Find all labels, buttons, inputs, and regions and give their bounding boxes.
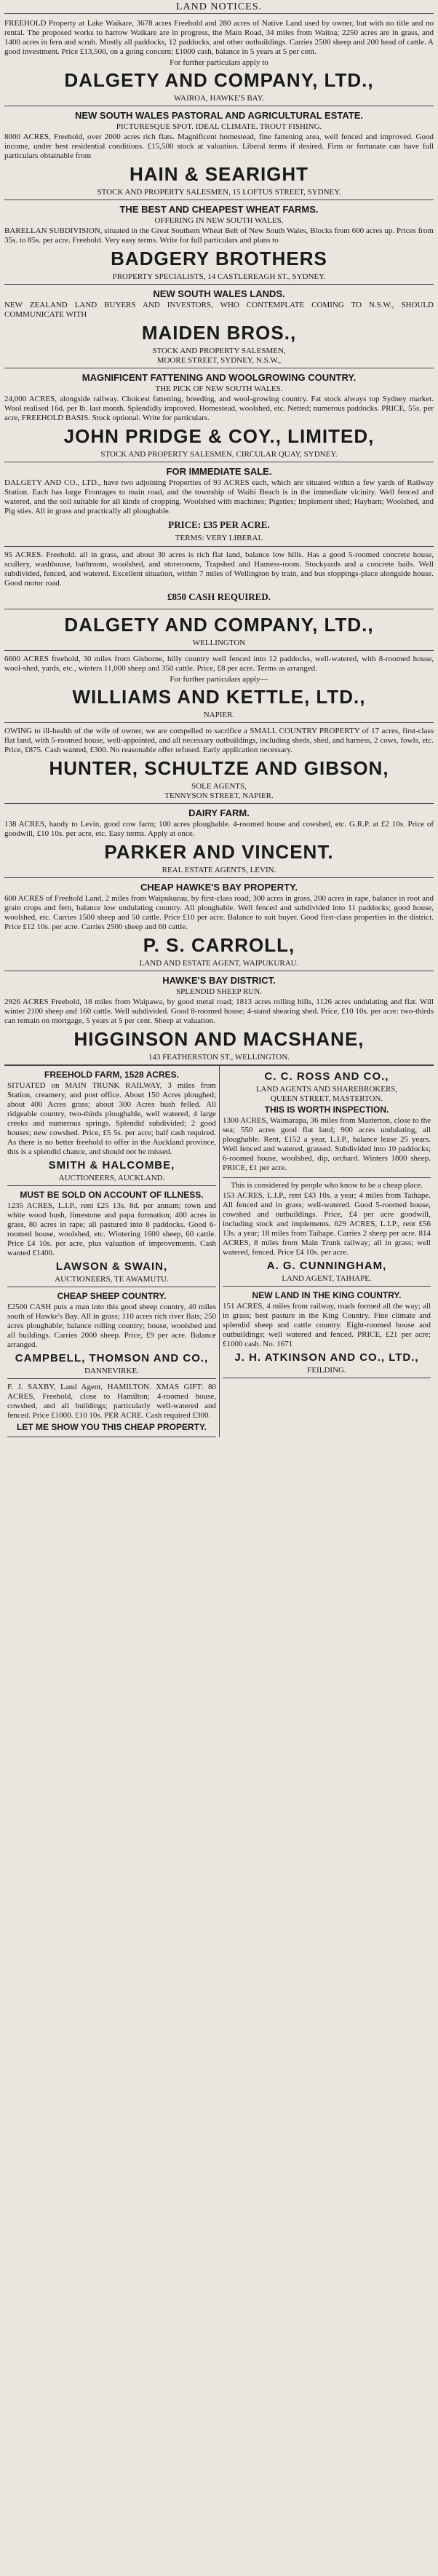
advertiser-address: STOCK AND PROPERTY SALESMEN, CIRCULAR QUAY, SYDNEY. (100, 450, 338, 459)
ad-body: 8000 ACRES, Freehold, over 2000 acres rich flats. Magnificent homestead, fine fattening area, well fenced and improved. Good income, under best residential conditions. £15,500 stock at valuation. Liberal terms if desired. Firm or fortunate can have full particulars obtainable from (4, 133, 434, 160)
ad-body: £2500 CASH puts a man into this good sheep country, 40 miles south of Hawke's Bay. All in grass; 110 acres rich river flats; 250 acres ploughable; balance rolling country; house, woolshed and all buildings. Carries 2000 sheep. Price, £9 per acre. Balance arranged. (7, 1303, 216, 1349)
ad-title: HAWKE'S BAY DISTRICT. (162, 975, 276, 986)
advertiser-trade: STOCK AND PROPERTY SALESMEN, (152, 347, 286, 355)
advertiser-name: JOHN PRIDGE & COY., LIMITED, (63, 425, 375, 447)
ad-body: 153 ACRES, L.I.P., rent £43 10s. a year; 4 miles from Taihape. All fenced and in grass; well-watered. Good 5-roomed house, cowshed and outbuildings. Price, £4 per acre goodwill, including stock and implements. 629 ACRES, L.I.P., rent £56 13s. a year; 18 miles from Taihape. Carries 2 sheep per acre. 814 ACRES, 8 miles from Main Trunk railway; all in grass; well watered, fenced. Price £4 10s. per acre. (223, 1191, 431, 1257)
ad-immediate-sale (4, 462, 434, 547)
ad-saxby (7, 1379, 216, 1437)
ad-lake-waikare (4, 15, 434, 106)
ad-title: MAGNIFICENT FATTENING AND WOOLGROWING COUNTRY. (81, 372, 357, 383)
ad-body: 151 ACRES, 4 miles from railway, roads formed all the way; all in grass; best pasture in the King Country. Fine climate and splendid sheep and cattle country. Eight-roomed house and outbuildings; well watered and fenced. PRICE, £21 per acre; £1000 cash. No. 1671 (223, 1302, 431, 1348)
ad-body: 24,000 ACRES, alongside railway. Choicest fattening, breeding, and wool-growing country. Fat stock always top Sydney market. Wool realised 16d. per lb. last month. Splendidly improved. Homestead, woolshed, etc. Netted; numerous paddocks. PRICE, 55s. per acre, FREEHOLD BASIS. Stock optional. Write for particulars. (4, 395, 434, 422)
ad-nsw-estate (4, 106, 434, 200)
advertiser-address: PROPERTY SPECIALISTS, 14 CASTLEREAGH ST., SYDNEY. (112, 272, 326, 281)
left-column (4, 1066, 219, 1437)
ad-small-country-property (4, 723, 434, 804)
ad-body: 2926 ACRES Freehold, 18 miles from Waipawa, by good metal road; 1813 acres rolling hills, 1126 acres undulating and flat. Will winter 2100 sheep and 160 cattle. Well subdivided. Good 8-roomed house; 4-stand shearing shed. Price, £10 10s. per acre: two-thirds can remain on mortgage, 5 years at 5 per cent. Sheep at valuation. (4, 997, 434, 1025)
ad-subtitle: THE PICK OF NEW SOUTH WALES. (155, 384, 283, 393)
ad-title: NEW SOUTH WALES PASTORAL AND AGRICULTURAL ESTATE. (74, 110, 364, 121)
ad-sheep-run (4, 971, 434, 1065)
ad-subtitle: PICTURESQUE SPOT. IDEAL CLIMATE. TROUT FISHING. (116, 122, 322, 131)
advertiser-address: WAIROA, HAWKE'S BAY. (174, 94, 264, 103)
advertiser-name: HUNTER, SCHULTZE AND GIBSON, (49, 757, 389, 779)
ad-title: DAIRY FARM. (188, 807, 250, 818)
advertiser-name: LAWSON & SWAIN, (55, 1260, 168, 1273)
ad-dairy-farm (4, 804, 434, 878)
advertiser-address: AUCTIONEERS, TE AWAMUTU. (55, 1275, 169, 1284)
ad-body: OWING to ill-health of the wife of owner, we are compelled to sacrifice a SMALL COUNTRY PROPERTY of 17 acres, first-class flat land, with 5-roomed house, well-appointed, and all necessary outbuildings, including sheds, shed, and harness, 2 cows, fowls, etc. Price, £875. Cash wanted, £300. No reasonable offer refused. Early application necessary. (4, 727, 434, 754)
advertiser-role: SOLE AGENTS, (191, 782, 247, 791)
ad-illness-sale (7, 1186, 216, 1287)
ad-body: DALGETY AND CO., LTD., have two adjoining Properties of 93 ACRES each, which are situated within a few yards of Railway Station. Each has large Frontages to main road, and the township of Waihi Beach is in the immediate vicinity. Well fenced and watered, and the soil suitable for all kinds of cropping. Woolshed with machines; Pigsties; Implement shed; Haybarn; Woolshed, and Pig sties. All in grass and practically all ploughable. (4, 478, 434, 515)
advertiser-address: WELLINGTON (192, 639, 246, 647)
ad-closing-line: LET ME SHOW YOU THIS CHEAP PROPERTY. (17, 1422, 207, 1432)
advertiser-name: DALGETY AND COMPANY, LTD., (64, 69, 374, 91)
advertiser-name: A. G. CUNNINGHAM, (266, 1260, 387, 1272)
advertiser-trade: LAND AGENTS AND SHAREBROKERS, (255, 1085, 398, 1094)
ad-body: F. J. SAXBY, Land Agent, HAMILTON. XMAS GIFT: 80 ACRES, Freehold, close to Hamilton; 4-roomed house, cowshed, and all buildings; particularly well-watered and fenced. Price £1000. £10 10s. PER ACRE. Cash required £300. (7, 1383, 216, 1420)
ad-title: NEW SOUTH WALES LANDS. (153, 288, 285, 299)
ad-taihape (223, 1178, 431, 1287)
ad-title: THE BEST AND CHEAPEST WHEAT FARMS. (119, 204, 319, 215)
ad-price: PRICE: £35 PER ACRE. (168, 519, 270, 530)
ad-body: 95 ACRES. Freehold. all in grass, and about 30 acres is rich flat land, balance low hills. Has a good 5-roomed concrete house, scullery, washhouse, bathroom, woolshed, and storerooms, Trapshed and Harness-room. Stockyards and a concrete bails. Well subdivided, fenced, and watered. Excellent situation, within 7 miles of Wellington by train, and bus stoppings-place alongside house. Good motor road. (4, 550, 434, 588)
ad-title: FOR IMMEDIATE SALE. (166, 466, 272, 477)
ad-ross-co (223, 1066, 431, 1178)
ad-body: SITUATED on MAIN TRUNK RAILWAY, 3 miles from Station, creamery, and post office. About 150 Acres ploughed; about 400 Acres grass; about 300 Acres bush felled. All ridgeable country, two-thirds ploughable, well watered, 4 large creeks and numerous springs. Splendid subdivided; 2 good houses; new cowshed. Price, £5 5s. per acre; half cash required. As there is no better freehold to offer in the Auckland province, this is a splendid chance, and should not be missed. (7, 1081, 216, 1156)
ad-nsw-lands (4, 285, 434, 368)
ad-body: 1235 ACRES, L.I.P., rent £25 13s. 8d. per annum; town and white wood bush, limestone and papa formation; 400 acres in grass, 80 acres in rape; all pastured into 8 paddocks. Good 6-roomed house, woolshed, etc. Wintering 1600 sheep, 60 cattle. Price £4 10s. per acre, plus valuation of improvements. Cash wanted £1400. (7, 1201, 216, 1257)
ad-title: MUST BE SOLD ON ACCOUNT OF ILLNESS. (20, 1190, 204, 1200)
advertiser-name: DALGETY AND COMPANY, LTD., (64, 614, 374, 636)
ad-terms: TERMS: VERY LIBERAL (175, 534, 263, 542)
ad-body: 6600 ACRES freehold, 30 miles from Gisborne, hilly country well fenced into 12 paddocks, well-watered, with 8-roomed house, wool-shed, yards, etc., winters 11,000 sheep and 350 cattle. Price, £8 per acre. Terms as arranged. (4, 655, 434, 673)
ad-note: For further particulars apply— (170, 675, 268, 684)
page-header: LAND NOTICES. (4, 1, 434, 14)
right-column (219, 1066, 434, 1437)
advertiser-name: BADGERY BROTHERS (111, 248, 327, 269)
advertiser-address: AUCTIONEERS, AUCKLAND. (58, 1174, 165, 1182)
ad-title: CHEAP SHEEP COUNTRY. (57, 1291, 167, 1301)
ad-king-country (223, 1287, 431, 1378)
advertiser-address: STOCK AND PROPERTY SALESMEN, 15 LOFTUS STREET, SYDNEY. (97, 188, 341, 197)
two-column-section (4, 1065, 434, 1437)
advertiser-address: FEILDING. (307, 1366, 346, 1375)
ad-body: BARELLAN SUBDIVISION, situated in the Great Southern Wheat Belt of New South Wales, Blocks from 600 acres up. Prices from 35s. to 85s. per acre. Freehold. Very easy terms. Write for full particulars and plans to (4, 226, 434, 245)
advertiser-name: CAMPBELL, THOMSON AND CO., (15, 1352, 209, 1364)
advertiser-address: MOORE STREET, SYDNEY, N.S.W., (156, 356, 282, 365)
ad-title: This is considered by people who know to be a cheap place. (231, 1181, 423, 1190)
ad-hawkes-bay-property (4, 878, 434, 971)
ad-95-acres (4, 547, 434, 609)
ad-title: FREEHOLD FARM, 1528 ACRES. (44, 1070, 179, 1080)
advertiser-name: HAIN & SEARIGHT (129, 163, 309, 185)
ad-wheat-farms (4, 200, 434, 285)
advertiser-address: 143 FEATHERSTON ST., WELLINGTON. (148, 1053, 290, 1062)
ad-body: NEW ZEALAND LAND BUYERS AND INVESTORS, WHO CONTEMPLATE COMING TO N.S.W., SHOULD COMMUNICATE WITH (4, 301, 434, 319)
advertiser-name: PARKER AND VINCENT. (104, 841, 334, 863)
advertiser-address: LAND AND ESTATE AGENT, WAIPUKURAU. (139, 959, 299, 968)
ad-subtitle: SPLENDID SHEEP RUN. (176, 987, 262, 996)
ad-dalgety-wellington (4, 609, 434, 651)
ad-title: CHEAP HAWKE'S BAY PROPERTY. (140, 882, 298, 893)
ad-fattening-country (4, 368, 434, 462)
ad-body: FREEHOLD Property at Lake Waikare, 3678 acres Freehold and 280 acres of Native Land used by owner, but with no title and no rental. The proposed works to harrow Waikare are in progress, the Main Road, 34 miles from Waitoa; 2250 acres are in grass, and 1400 acres in fern and scrub. Mostly all paddocks, 12 paddocks, and other outbuildings. Carries 2500 sheep and 200 head of cattle. A good investment. Price £13,500, on a going concern; £1000 cash, balance in 5 years at 5 per cent. (4, 19, 434, 56)
advertiser-name: SMITH & HALCOMBE, (48, 1159, 175, 1172)
ad-freehold-farm (7, 1066, 216, 1186)
advertiser-address: LAND AGENT, TAIHAPE. (282, 1274, 372, 1283)
advertiser-name: HIGGINSON AND MACSHANE, (73, 1028, 365, 1050)
ad-cheap-sheep-country (7, 1287, 216, 1379)
ad-title: NEW LAND IN THE KING COUNTRY. (252, 1290, 402, 1300)
advertiser-address: QUEEN STREET, MASTERTON. (270, 1094, 383, 1103)
advertiser-name: C. C. ROSS AND CO., (264, 1070, 389, 1083)
ad-body: 138 ACRES, handy to Levin, good cow farm; 100 acres ploughable. 4-roomed house and cowshed, etc. G.R.P. at £2 10s. Price of goodwill, £10 10s. per acre, etc. Easy terms. Apply at once. (4, 820, 434, 838)
ad-price: £850 CASH REQUIRED. (167, 591, 271, 602)
advertiser-address: TENNYSON STREET, NAPIER. (164, 791, 274, 800)
advertiser-name: WILLIAMS AND KETTLE, LTD., (72, 686, 366, 708)
advertiser-name: J. H. ATKINSON AND CO., LTD., (234, 1351, 419, 1364)
advertiser-address: DANNEVIRKE. (84, 1367, 139, 1375)
advertiser-address: NAPIER. (203, 711, 235, 719)
ad-subtitle: OFFERING IN NEW SOUTH WALES. (154, 216, 284, 225)
ad-title: THIS IS WORTH INSPECTION. (264, 1105, 389, 1115)
advertiser-address: REAL ESTATE AGENTS, LEVIN. (162, 866, 276, 874)
advertiser-name: P. S. CARROLL, (143, 934, 295, 956)
ad-gisborne (4, 651, 434, 723)
ad-note: For further particulars apply to (170, 58, 268, 67)
ad-body: 1300 ACRES, Waimarapa, 36 miles from Masterton, close to the sea; 550 acres good flat land; 900 acres undulating, all ploughable. Rent, £152 a year, L.I.P., balance lease 25 years. Well fenced and watered, grassed. Subdivided into 10 paddocks; 6-roomed house, woolshed, dip, orchard. Winters 1800 sheep. PRICE, £1 per acre. (223, 1116, 431, 1172)
advertiser-name: MAIDEN BROS., (141, 322, 297, 344)
ad-body: 600 ACRES of Freehold Land, 2 miles from Waipukurau, by first-class road; 300 acres in grass, 200 acres in rape, balance in root and grain crops and fern, balance low undulating country. All ploughable. Well fenced and subdivided into 11 paddocks; good house, woolshed, etc. Carries 1500 sheep and 50 cattle. Price £10 per acre. Balance to suit buyer. Good first-class properties in the district. Price £12 10s. per acre. Carries 2500 sheep and 60 cattle. (4, 894, 434, 931)
